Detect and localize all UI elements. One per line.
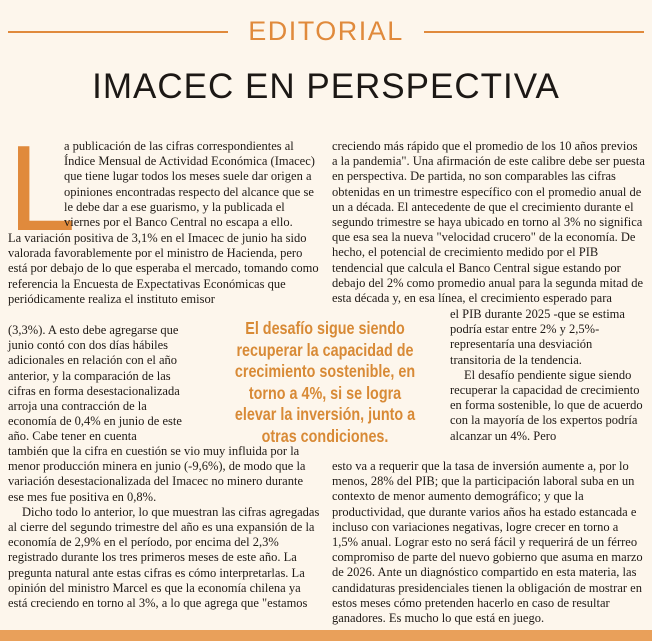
paragraph-challenge: El desafío pendiente sigue siendo recuperar la capacidad de crecimiento en forma sostenible, lo que de acuerdo con la mayoría de los expertos podría alcanzar un 4%. Pero bbox=[450, 367, 643, 443]
column-2-beside-quote bbox=[450, 307, 646, 444]
column-2-upper bbox=[332, 139, 646, 306]
paragraph-pib-2025: el PIB durante 2025 -que se estima podría estar entre 2% y 2,5%- representaría una desviación transitoria de la tendencia. bbox=[450, 307, 625, 367]
column-2-lower bbox=[332, 459, 646, 626]
paragraph-perspective: creciendo más rápido que el promedio de los 10 años previos a la pandemia". Una afirmación de este calibre debe ser puesta en perspectiva. De partida, no son comparables las cifras obtenidas en un trimestre específico con el promedio anual de un a década. El antecedente de que el crecimiento durante el segundo trimestre se haya ubicado en torno al 3% no significa que esa sea la nueva "velocidad crucero" de la economía. De hecho, el potencial de crecimiento medido por el PIB tendencial que calcula el Banco Central sigue estando por debajo del 2% como promedio anual para la segunda mitad de esta década y, en esa línea, el crecimiento esperado para bbox=[332, 139, 645, 306]
paragraph-mining: también que la cifra en cuestión se vio muy influida por la menor producción minera en junio (-9,6%), de modo que la variación desestacionalizada del Imacec no minero durante ese mes fue positiva en 0,8%. bbox=[8, 444, 306, 504]
paragraph-imacec-june: La variación positiva de 3,1% en el Imacec de junio ha sido valorada favorablemente por el ministro de Hacienda, pero está por debajo de lo que esperaba el mercado, tomando como referencia la Encuesta de Expectativas Económicas que periódicamente realiza el instituto emisor bbox=[8, 231, 319, 306]
section-header bbox=[0, 14, 652, 48]
drop-cap: L bbox=[8, 120, 76, 256]
column-1-beside-quote bbox=[8, 323, 196, 445]
paragraph-investment: esto va a requerir que la tasa de inversión aumente a, por lo menos, 28% del PIB; que la participación laboral suba en un contexto de menor aumento demográfico; y que la productividad, que durante varios años ha estado estancada e incluso con variaciones negativas, logre crecer en torno a 1,5% anual. Lograr esto no será fácil y requerirá de un férreo compromiso de parte del nuevo gobierno que asuma en marzo de 2026. Ante un diagnóstico compartido en esta materia, las candidaturas presidenciales tienen la obligación de mostrar en estos meses cómo pretenden hacerlo en caso de resultar ganadores. Es mucho lo que está en juego. bbox=[332, 459, 643, 626]
headline: IMACEC EN PERSPECTIVA bbox=[92, 67, 560, 106]
column-1-intro bbox=[64, 139, 322, 230]
paragraph-seasonal: (3,3%). A esto debe agregarse que junio contó con dos días hábiles adicionales en relación con el año anterior, y la comparación de las cifras en forma desestacionalizada arroja una contracción de la economía de 0,4% en junio de este año. Cabe tener en cuenta bbox=[8, 323, 182, 444]
paragraph-intro: a publicación de las cifras correspondientes al Índice Mensual de Actividad Económica (Imacec) que tiene lugar todos los meses suele dar origen a opiniones encontradas respecto del alcance que se le debe dar a ese guarismo, y la publicada el viernes por el Banco Central no escapa a ello. bbox=[64, 139, 315, 230]
section-rule-left bbox=[8, 31, 228, 33]
section-label: EDITORIAL bbox=[248, 16, 404, 46]
paragraph-quarter: Dicho todo lo anterior, lo que muestran las cifras agregadas al cierre del segundo trimestre del año es una expansión de la economía de 2,9% en el período, por encima del 2,3% registrado durante los tres primeros meses de este año. La pregunta natural ante estas cifras es cómo interpretarlas. La opinión del ministro Marcel es que la economía chilena ya está creciendo en torno al 3%, a lo que agrega que "estamos bbox=[8, 504, 320, 611]
pull-quote: El desafío sigue siendo recuperar la capacidad de crecimiento sostenible, en torno a 4%, si se logra elevar la inversión, junto a otras condiciones. bbox=[234, 318, 416, 446]
section-rule-right bbox=[424, 31, 644, 33]
column-1-upper bbox=[8, 231, 322, 307]
column-1-lower bbox=[8, 444, 322, 611]
bottom-accent-bar bbox=[0, 630, 652, 641]
